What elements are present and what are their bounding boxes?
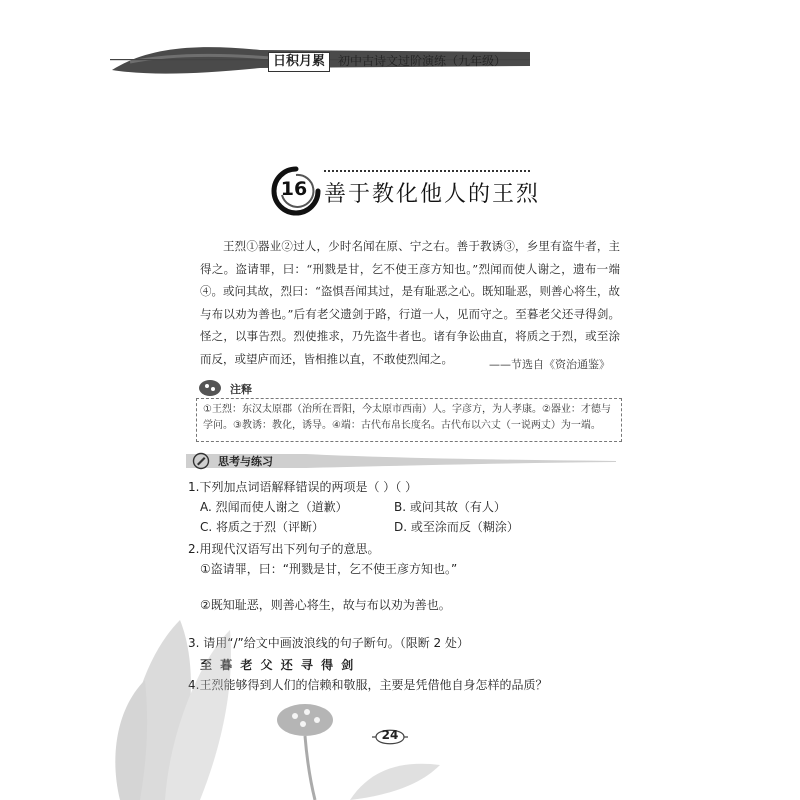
q3-sentence: 至 暮 老 父 还 寻 得 剑 bbox=[200, 658, 356, 672]
passage-paragraph: 王烈①器业②过人，少时名闻在原、宁之右。善于教诱③，乡里有盗牛者，主得之。盗请罪，曰：“刑戮是甘，乞不使王彦方知也。”烈闻而使人谢之，遗布一端④。或问其故，烈曰：“盗惧吾闻其过，是有耻恶之心。既知耻恶，则善心将生，故与布以劝为善也。”后有老父遗剑于路，行道一人，见而守之。至暮老父还寻得剑。怪之，以事告烈。烈使推求，乃先盗牛者也。诸有争讼曲直，将质之于烈，或至涂而反，或望庐而还，皆相推以直，不敢使烈闻之。 bbox=[200, 239, 620, 366]
lotus-decoration bbox=[110, 600, 450, 800]
notes-box: ①王烈：东汉太原郡（治所在晋阳，今太原市西南）人。字彦方，为人孝康。②器业：才德与学问。③教诱：教化，诱导。④端：古代布帛长度名。古代布以六丈（一说两丈）为一端。 bbox=[196, 398, 622, 442]
question-3: 3. 请用“/”给文中画波浪线的句子断句。（限断 2 处） bbox=[188, 636, 470, 650]
q1-option-d: D. 或至涂而反（糊涂） bbox=[394, 520, 519, 534]
q2-sentence-2: ②既知耻恶，则善心将生，故与布以劝为善也。 bbox=[200, 598, 451, 612]
notes-label: 注释 bbox=[230, 383, 252, 396]
q1-option-b: B. 或问其故（有人） bbox=[394, 500, 506, 514]
lesson-title bbox=[270, 165, 570, 215]
book-subtitle: 初中古诗文过阶演练（九年级） bbox=[338, 54, 507, 68]
notes-ornament-icon bbox=[198, 378, 226, 398]
q1-option-c: C. 将质之于烈（评断） bbox=[200, 520, 325, 534]
series-name: 日积月累 bbox=[268, 52, 330, 72]
lesson-title-text: 善于教化他人的王烈 bbox=[324, 182, 541, 207]
pencil-icon bbox=[192, 452, 210, 470]
q2-sentence-1: ①盗请罪，曰：“刑戮是甘，乞不使王彦方知也。” bbox=[200, 562, 458, 576]
classical-passage bbox=[200, 235, 620, 371]
q1-option-a: A. 烈闻而使人谢之（道歉） bbox=[200, 500, 348, 514]
passage-source: ——节选自《资治通鉴》 bbox=[489, 358, 610, 371]
question-2: 2.用现代汉语写出下列句子的意思。 bbox=[188, 542, 380, 556]
lesson-number: 16 bbox=[280, 178, 308, 200]
page-number: 24 bbox=[381, 728, 399, 742]
question-4: 4.王烈能够得到人们的信赖和敬服，主要是凭借他自身怎样的品质？ bbox=[188, 678, 548, 692]
exercise-label: 思考与练习 bbox=[218, 455, 273, 468]
title-dotted-rule bbox=[324, 167, 532, 175]
question-1: 1.下列加点词语解释错误的两项是（ ）（ ） bbox=[188, 480, 418, 494]
